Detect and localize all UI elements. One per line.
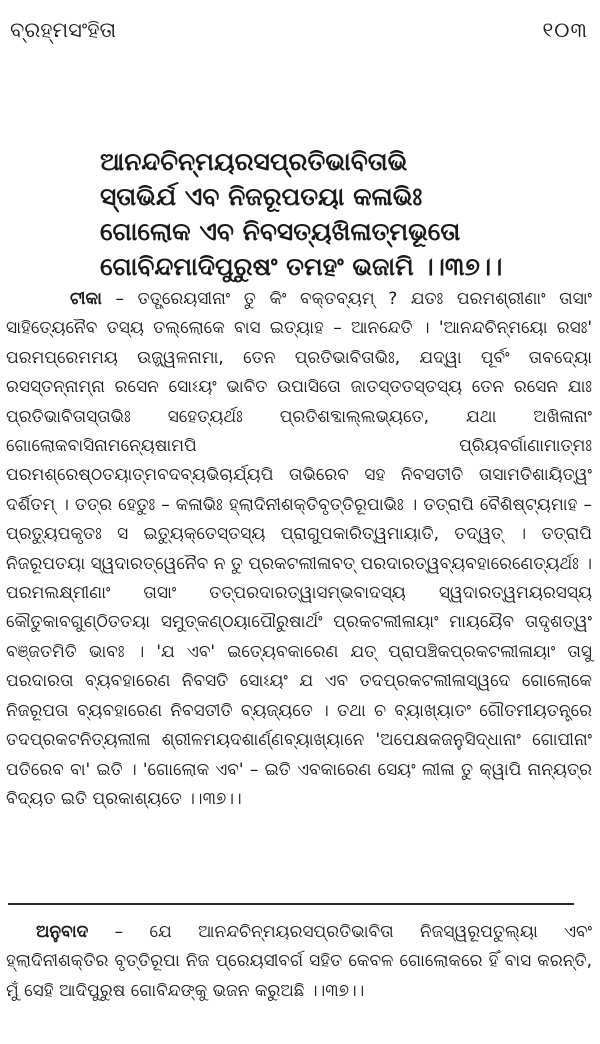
book-title: ବ୍ରହ୍ମସଂହିତା (10, 18, 117, 42)
verse-line: ଗୋବିନ୍ଦମାଦିପୁରୁଷଂ ତମହଂ ଭଜାମି ।।୩୭।। (100, 252, 503, 281)
commentary-label: ଟୀକା (70, 289, 102, 309)
translation-paragraph (6, 918, 592, 1006)
page-number: ୧୦୩ (542, 18, 588, 42)
commentary-paragraph (6, 285, 592, 814)
verse-line: ଆନନ୍ଦଚିନ୍ମୟରସପ୍ରତିଭାବିତାଭି (100, 147, 408, 176)
commentary-text: – ତତ୍ପ୍ରେୟସୀନାଂ ତୁ କିଂ ବକ୍ତବ୍ୟମ୍ ? ଯତଃ ପରମଶ୍ରୀଣାଂ ତାସାଂ ସାହିତ୍ୟେନୈବ ତସ୍ୟ ତଲ୍ଲୋକେ ବାସ ଇତ୍ୟାହ – ଆନନ୍ଦେତି । 'ଆନନ୍ଦଚିନ୍ମୟୋ ରସଃ' ପରମପ୍ରେମମୟ ଉଜ୍ଜ୍ୱଳନାମା, ତେନ ପ୍ରତିଭାବିତାଭିଃ, ଯଦ୍ୱା ପୂର୍ବଂ ତାବଦ୍ୟୋ ରସସ୍ତନ୍ନାମ୍ନା ରସେନ ସୋଽୟଂ ଭାବିତ ଉପାସିତୋ ଜାତସ୍ତତସ୍ତସ୍ୟ ତେନ ରସେନ ଯାଃ ପ୍ରତିଭାବିତାସ୍ତାଭିଃ ସହେତ୍ୟର୍ଥଃ ପ୍ରତିଶବ୍ଦାଲ୍ଲଭ୍ୟତେ, ଯଥା ଅଖିଳାନାଂ ଗୋଲୋକବାସିନାମନ୍ୟେଷାମପି ପ୍ରିୟବର୍ଗାଣାମାତ୍ମଃ ପରମଶ୍ରେଷ୍ଠତୟାତ୍ମବଦବ୍ୟଭିଚାର୍ଯ୍ୟପି ତାଭିରେବ ସହ ନିବସତୀତି ତାସାମତିଶାୟିତ୍ୱଂ ଦର୍ଶିତମ୍ । ତତ୍ର ହେତୁଃ – କଳାଭିଃ ହ୍ଲାଦିନୀଶକ୍ତିବୃତ୍ତିରୂପାଭିଃ । ତତ୍ରାପି ବୈଶିଷ୍ଟ୍ୟମାହ – ପ୍ରତ୍ୟୁପକୃତଃ ସ ଇତ୍ୟୁକ୍ତେସ୍ତସ୍ୟ ପ୍ରାଗୁପକାରିତ୍ୱମାୟାତି, ତଦ୍ୱତ୍ । ତତ୍ରାପି ନିଜରୂପତୟା ସ୍ୱଦାରତ୍ୱେନୈବ ନ ତୁ ପ୍ରକଟଲୀଳାବତ୍ ପରଦାରତ୍ୱବ୍ୟବହାରେଣେତ୍ୟର୍ଥଃ । ପରମଲକ୍ଷ୍ମୀଣାଂ ତାସାଂ ତତ୍ପରଦାରତ୍ୱାସମ୍ଭବାଦସ୍ୟ ସ୍ୱଦାରତ୍ୱମୟରସସ୍ୟ କୌତୁକାବଗୁଣ୍ଠିତତୟା ସମୁତ୍କଣ୍ଠୟାପୌରୁଷାର୍ଥଂ ପ୍ରକଟଲୀଳାୟାଂ ମାୟୟୈବ ତାଦୃଶତ୍ୱଂ ବଞ୍ଜତମିତି ଭାବଃ । 'ଯ ଏବ' ଇତ୍ୟେବକାରେଣ ଯତ୍ ପ୍ରାପଞ୍ଚିକପ୍ରକଟଲୀଳାୟାଂ ତାସୁ ପରଦାରତା ବ୍ୟବହାରେଣ ନିବସତି ସୋଽୟଂ ଯ ଏବ ତଦପ୍ରକଟଲୀଳାସ୍ୱଦେ ଗୋଲୋକେ ନିଜରୂପତା ବ୍ୟବହାରେଣ ନିବସତୀତି ବ୍ୟଜ୍ୟତେ । ତଥା ଚ ବ୍ୟାଖ୍ୟାତଂ ଗୌତମୀୟତନ୍ତ୍ରେ ତଦପ୍ରକଟନିତ୍ୟଲୀଳା ଶ୍ରୀଳମୟଦଶାର୍ଣ୍ଣବ୍ୟାଖ୍ୟାନେ 'ଅପେକ୍ଷକଜନୁସିଦ୍ଧାନାଂ ଗୋପୀନାଂ ପତିରେବ ବା' ଇତି । 'ଗୋଲୋକ ଏବ' – ଇତି ଏବକାରେଣ ସେୟଂ ଲୀଳା ତୁ କ୍ୱାପି ନାନ୍ୟତ୍ର ବିଦ୍ୟତ ଇତି ପ୍ରକାଶ୍ୟତେ ।।୩୭।। (6, 289, 592, 809)
verse-line: ଗୋଲୋକ ଏବ ନିବସତ୍ୟଖିଳାତ୍ମଭୂତୋ (100, 217, 461, 246)
section-divider (8, 903, 574, 905)
translation-text: – ଯେ ଆନନ୍ଦଚିନ୍ମୟରସପ୍ରତିଭାବିତା ନିଜସ୍ୱରୂପତୁଲ୍ୟା ଏବଂ ହ୍ଲାଦିନୀଶକ୍ତିର ବୃତ୍ତିରୂପା ନିଜ ପ୍ରେୟସୀବର୍ଗ ସହିତ କେବଳ ଗୋଲୋକରେ ହିଁ ବାସ କରନ୍ତି, ମୁଁ ସେହି ଆଦିପୁରୁଷ ଗୋବିନ୍ଦଙ୍କୁ ଭଜନ କରୁଅଛି ।।୩୭।। (6, 922, 592, 1001)
verse-line: ସ୍ତାଭିର୍ଯ ଏବ ନିଜରୂପତୟା କଳାଭିଃ (100, 182, 423, 211)
verse-block (100, 144, 590, 284)
translation-label: ଅନୁବାଦ (36, 922, 89, 942)
page-header (10, 18, 588, 58)
